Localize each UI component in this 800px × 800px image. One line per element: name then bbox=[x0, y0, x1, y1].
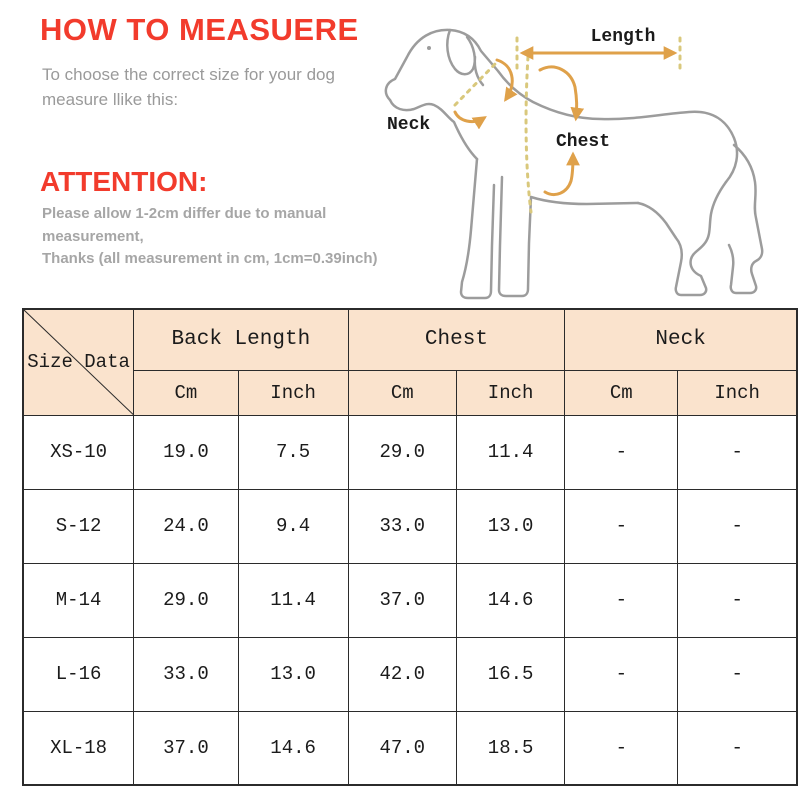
table-row bbox=[23, 563, 797, 637]
value-cell: 24.0 bbox=[134, 489, 238, 563]
size-label-cell: XS-10 bbox=[23, 415, 134, 489]
size-table-body bbox=[23, 415, 797, 785]
group-header-neck: Neck bbox=[565, 309, 797, 370]
value-cell: 29.0 bbox=[134, 563, 238, 637]
value-cell: 47.0 bbox=[348, 711, 456, 785]
size-table bbox=[22, 308, 798, 786]
value-cell: - bbox=[565, 489, 678, 563]
neck-label: Neck bbox=[387, 115, 431, 135]
value-cell: - bbox=[678, 489, 797, 563]
chest-down-arrow-icon bbox=[540, 67, 577, 118]
instruction-line-1: To choose the correct size for your dog bbox=[42, 65, 335, 84]
neck-wrap-arrow-icon bbox=[455, 112, 484, 122]
unit-header-cell: Cm bbox=[565, 370, 678, 415]
attention-line-1: Please allow 1-2cm differ due to manual measurement, bbox=[42, 205, 327, 245]
value-cell: - bbox=[678, 637, 797, 711]
measurement-arrows bbox=[455, 53, 674, 195]
value-cell: 11.4 bbox=[238, 563, 348, 637]
unit-header-cell: Cm bbox=[134, 370, 238, 415]
measure-instructions bbox=[42, 63, 372, 112]
table-row bbox=[23, 489, 797, 563]
value-cell: 18.5 bbox=[456, 711, 564, 785]
attention-heading: ATTENTION: bbox=[40, 166, 208, 197]
attention-line-2: Thanks (all measurement in cm, 1cm=0.39inch) bbox=[42, 250, 378, 267]
value-cell: - bbox=[678, 415, 797, 489]
table-row bbox=[23, 711, 797, 785]
size-table-section bbox=[22, 308, 798, 786]
value-cell: 14.6 bbox=[238, 711, 348, 785]
size-label-cell: S-12 bbox=[23, 489, 134, 563]
unit-header-cell: Inch bbox=[456, 370, 564, 415]
value-cell: 37.0 bbox=[134, 711, 238, 785]
group-header-back-length: Back Length bbox=[134, 309, 348, 370]
value-cell: - bbox=[565, 415, 678, 489]
unit-header-cell: Inch bbox=[678, 370, 797, 415]
chest-band-dotted-line bbox=[526, 57, 531, 212]
chest-up-arrow-icon bbox=[545, 155, 573, 195]
value-cell: 7.5 bbox=[238, 415, 348, 489]
size-label-cell: XL-18 bbox=[23, 711, 134, 785]
value-cell: - bbox=[678, 711, 797, 785]
value-cell: 33.0 bbox=[348, 489, 456, 563]
table-row bbox=[23, 637, 797, 711]
length-label: Length bbox=[590, 27, 656, 47]
value-cell: 11.4 bbox=[456, 415, 564, 489]
value-cell: 16.5 bbox=[456, 637, 564, 711]
value-cell: 37.0 bbox=[348, 563, 456, 637]
page-title: HOW TO MEASUERE bbox=[40, 12, 359, 47]
unit-header-cell: Cm bbox=[348, 370, 456, 415]
size-label-cell: M-14 bbox=[23, 563, 134, 637]
value-cell: 14.6 bbox=[456, 563, 564, 637]
value-cell: 19.0 bbox=[134, 415, 238, 489]
value-cell: - bbox=[565, 637, 678, 711]
group-header-chest: Chest bbox=[348, 309, 565, 370]
value-cell: - bbox=[565, 711, 678, 785]
table-row bbox=[23, 415, 797, 489]
value-cell: 42.0 bbox=[348, 637, 456, 711]
unit-header-cell: Inch bbox=[238, 370, 348, 415]
value-cell: 13.0 bbox=[238, 637, 348, 711]
unit-header-row bbox=[23, 370, 797, 415]
value-cell: - bbox=[678, 563, 797, 637]
size-label-cell: L-16 bbox=[23, 637, 134, 711]
value-cell: 9.4 bbox=[238, 489, 348, 563]
group-header-row bbox=[23, 309, 797, 370]
corner-cell bbox=[23, 309, 134, 415]
chest-label: Chest bbox=[556, 132, 611, 152]
value-cell: 33.0 bbox=[134, 637, 238, 711]
value-cell: 13.0 bbox=[456, 489, 564, 563]
value-cell: - bbox=[565, 563, 678, 637]
instruction-line-2: measure llike this: bbox=[42, 89, 179, 109]
corner-label: Size Data bbox=[27, 351, 130, 374]
value-cell: 29.0 bbox=[348, 415, 456, 489]
dog-measurement-diagram bbox=[355, 5, 800, 305]
